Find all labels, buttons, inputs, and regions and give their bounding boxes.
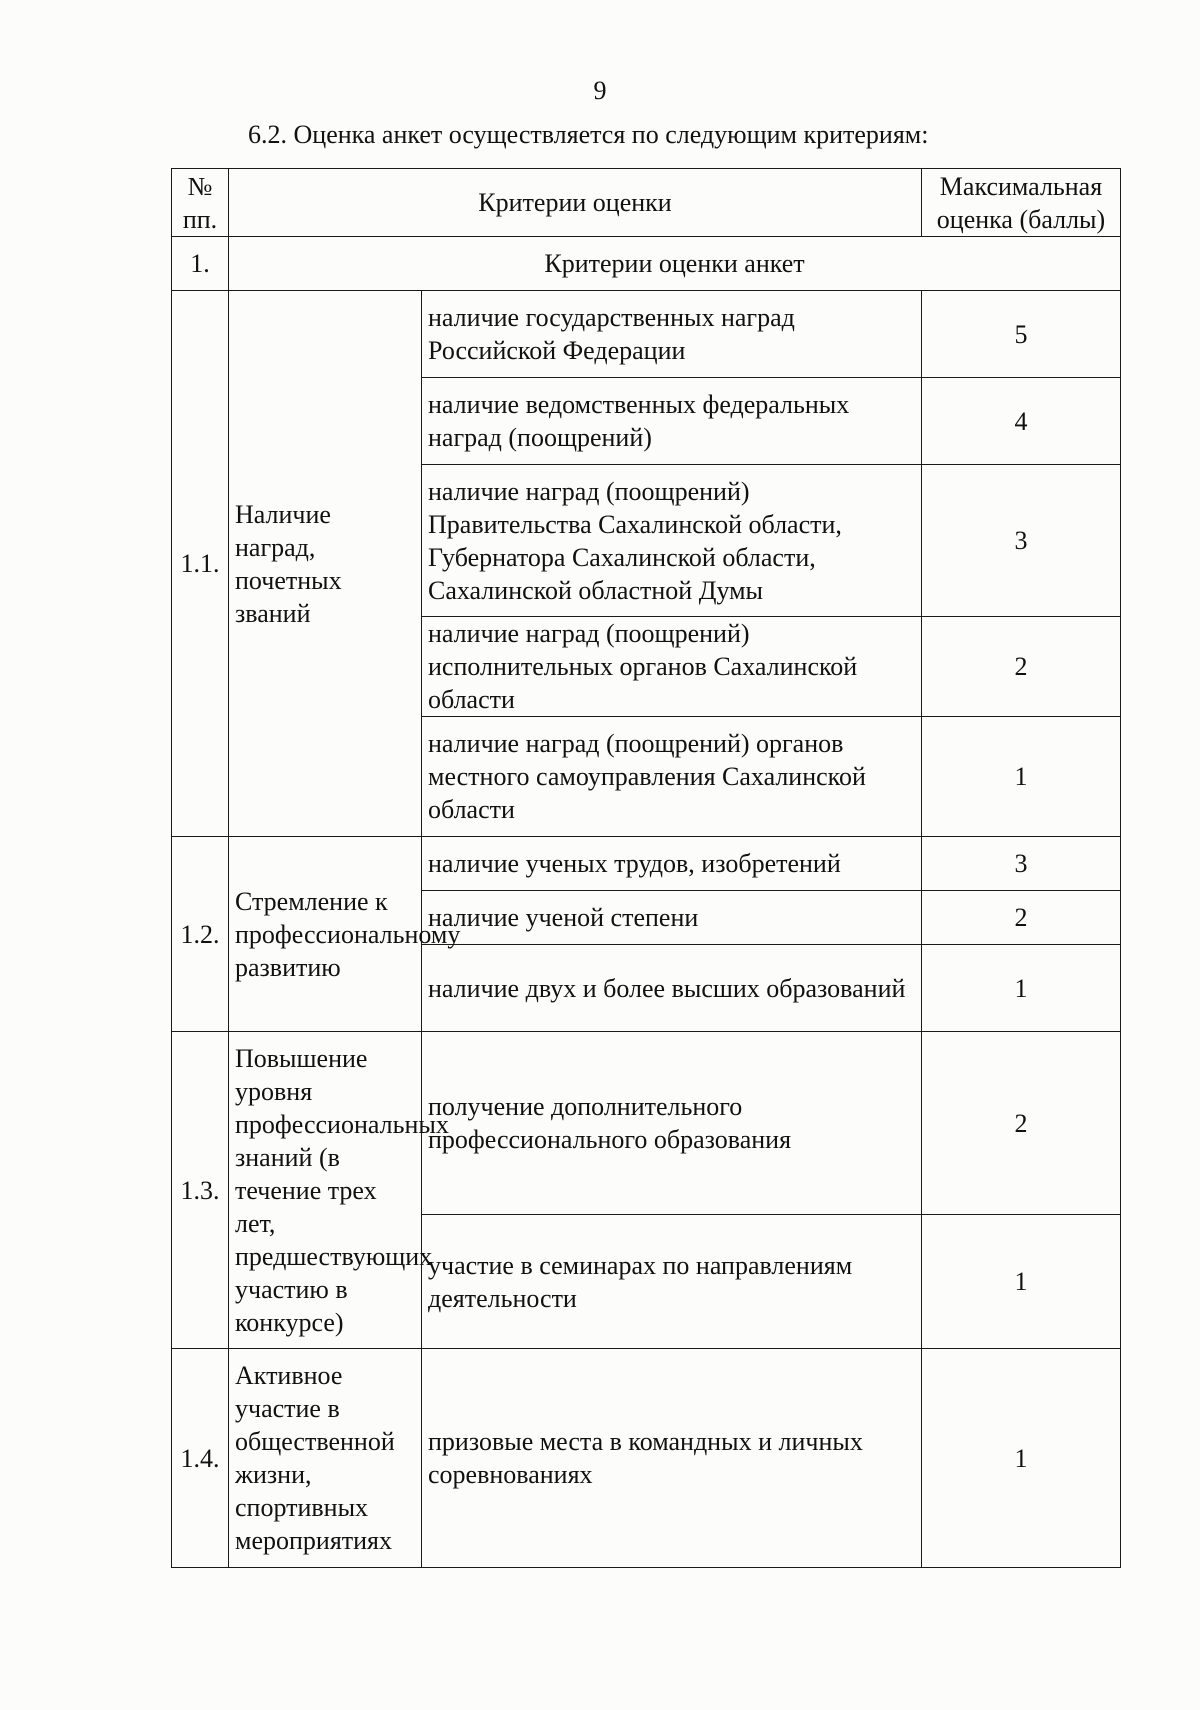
criterion-score: 4 [922, 378, 1121, 465]
criterion-score: 2 [922, 617, 1121, 717]
table-row [172, 1349, 1121, 1568]
criterion-score: 2 [922, 1032, 1121, 1215]
group-num: 1.4. [172, 1349, 229, 1568]
criterion-text: получение дополнительного профессионального образования [422, 1032, 922, 1215]
section-num: 1. [172, 237, 229, 291]
criterion-text: участие в семинарах по направлениям деятельности [422, 1215, 922, 1349]
section-title: Критерии оценки анкет [229, 237, 1121, 291]
criterion-text: наличие ученой степени [422, 891, 922, 945]
header-criteria: Критерии оценки [229, 169, 922, 237]
group-title: Наличие наград, почетных званий [229, 291, 422, 837]
intro-text: 6.2. Оценка анкет осуществляется по следующим критериям: [248, 120, 929, 149]
criterion-score: 3 [922, 465, 1121, 617]
header-score: Максимальная оценка (баллы) [922, 169, 1121, 237]
criterion-text: наличие наград (поощрений) исполнительных органов Сахалинской области [422, 617, 922, 717]
criterion-score: 1 [922, 945, 1121, 1032]
group-num: 1.2. [172, 837, 229, 1032]
page-number: 9 [593, 76, 607, 105]
criterion-score: 5 [922, 291, 1121, 378]
criterion-text: наличие ведомственных федеральных наград (поощрений) [422, 378, 922, 465]
criterion-score: 1 [922, 1349, 1121, 1568]
table-row [172, 291, 1121, 378]
criterion-score: 3 [922, 837, 1121, 891]
header-row [172, 169, 1121, 237]
criterion-text: наличие ученых трудов, изобретений [422, 837, 922, 891]
group-num: 1.3. [172, 1032, 229, 1349]
criteria-table [171, 168, 1121, 1568]
table-row [172, 1032, 1121, 1215]
criterion-score: 2 [922, 891, 1121, 945]
criterion-score: 1 [922, 1215, 1121, 1349]
group-title: Активное участие в общественной жизни, спортивных мероприятиях [229, 1349, 422, 1568]
criterion-text: наличие наград (поощрений) Правительства Сахалинской области, Губернатора Сахалинской области, Сахалинской областной Думы [422, 465, 922, 617]
criterion-text: наличие государственных наград Российской Федерации [422, 291, 922, 378]
group-num: 1.1. [172, 291, 229, 837]
criterion-text: наличие наград (поощрений) органов местного самоуправления Сахалинской области [422, 717, 922, 837]
criterion-text: наличие двух и более высших образований [422, 945, 922, 1032]
header-num: № пп. [172, 169, 229, 237]
table-row [172, 837, 1121, 891]
section-row [172, 237, 1121, 291]
group-title: Повышение уровня профессиональных знаний (в течение трех лет, предшествующих участию в конкурсе) [229, 1032, 422, 1349]
criterion-text: призовые места в командных и личных соревнованиях [422, 1349, 922, 1568]
criterion-score: 1 [922, 717, 1121, 837]
group-title: Стремление к профессиональному развитию [229, 837, 422, 1032]
